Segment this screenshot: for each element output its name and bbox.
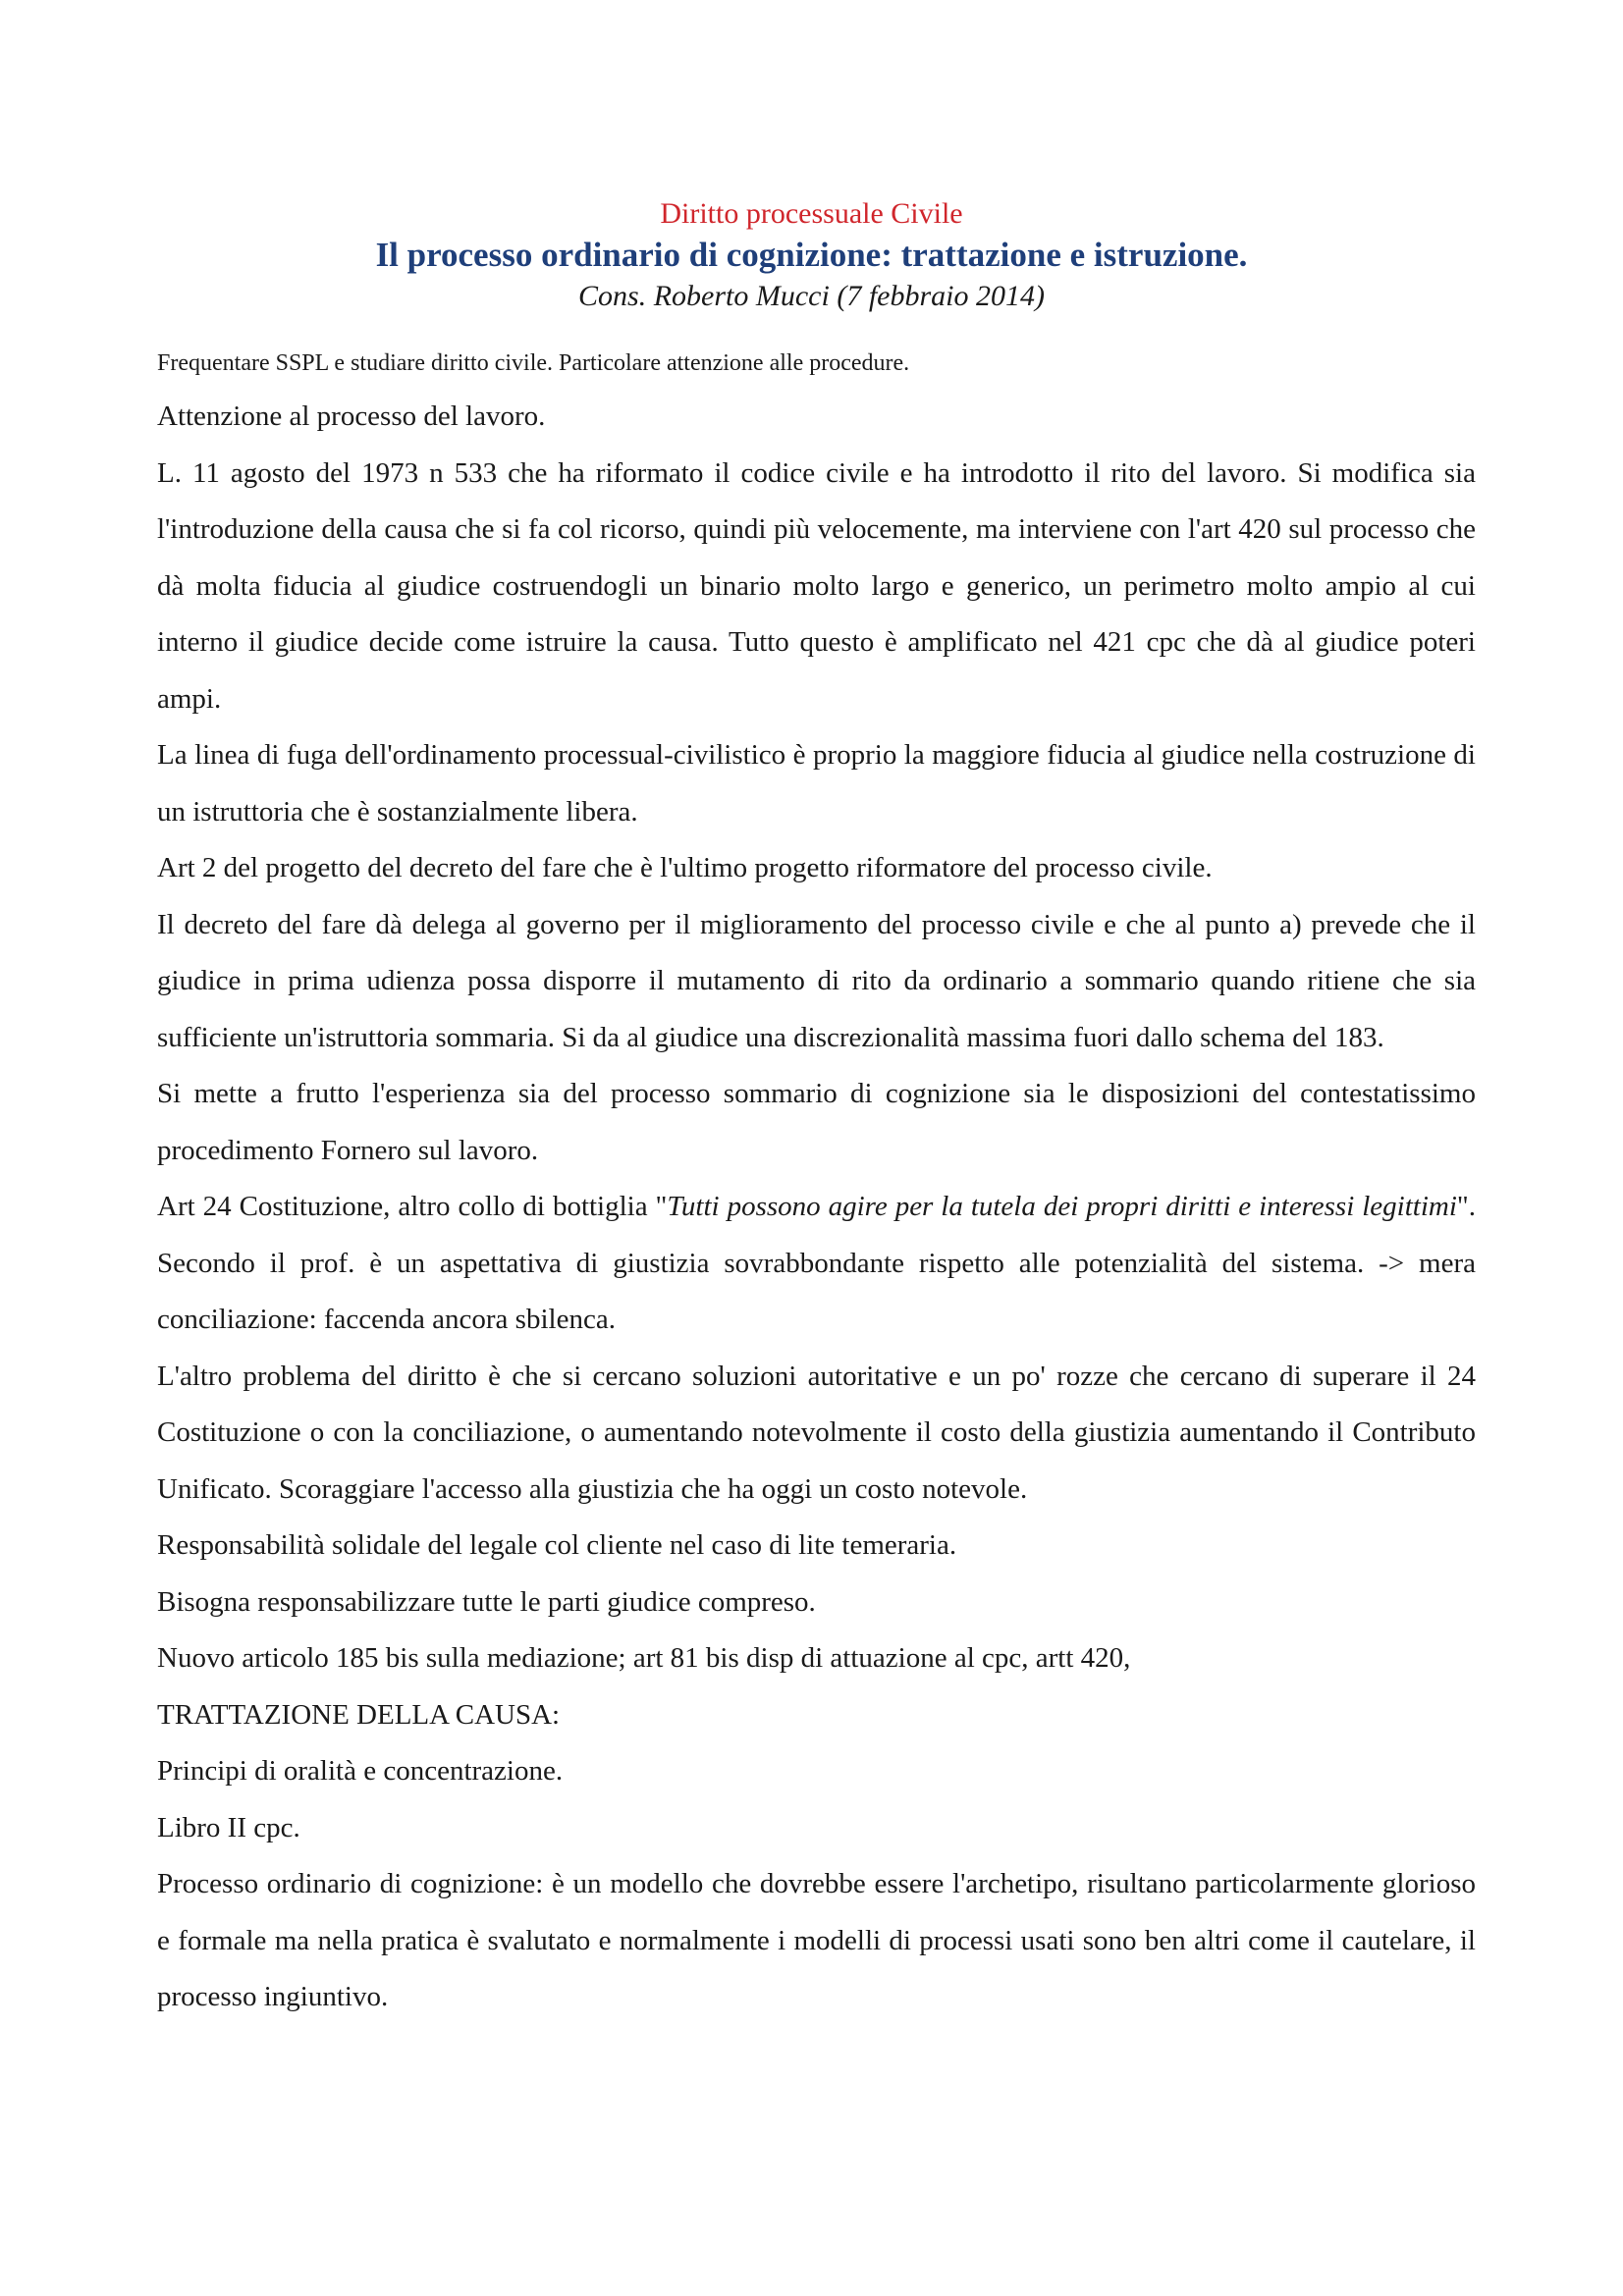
paragraph: Si mette a frutto l'esperienza sia del processo sommario di cognizione sia le disposizioni del contestatissimo procedimento Fornero sul lavoro. — [157, 1078, 1476, 1166]
lecturer-and-date: Cons. Roberto Mucci (7 febbraio 2014) — [578, 280, 1045, 312]
study-note: Frequentare SSPL e studiare diritto civile. Particolare attenzione alle procedure. — [157, 350, 910, 376]
paragraph: Il decreto del fare dà delega al governo per il miglioramento del processo civile e che al punto a) prevede che il giudice in prima udienza possa disporre il mutamento di rito da ordinario a sommario quando ritiene che sia sufficiente un'istruttoria sommaria. Si da al giudice una discrezionalità massima fuori dallo schema del 183. — [157, 908, 1476, 1053]
paragraph-constitution — [157, 1179, 1476, 1349]
constitution-quote: Tutti possono agire per la tutela dei propri diritti e interessi legittimi — [667, 1191, 1457, 1222]
document-body — [157, 346, 1476, 2026]
paragraph: Bisogna responsabilizzare tutte le parti giudice compreso. — [157, 1585, 816, 1618]
paragraph: Art 2 del progetto del decreto del fare che è l'ultimo progetto riformatore del processo civile. — [157, 852, 1213, 883]
paragraph: La linea di fuga dell'ordinamento processual-civilistico è proprio la maggiore fiducia al giudice nella costruzione di un istruttoria che è sostanzialmente libera. — [157, 739, 1476, 828]
paragraph: L. 11 agosto del 1973 n 533 che ha riformato il codice civile e ha introdotto il rito del lavoro. Si modifica sia l'introduzione della causa che si fa col ricorso, quindi più velocemente, ma interviene con l'art 420 sul processo che dà molta fiducia al giudice costruendogli un binario molto largo e generico, un perimetro molto ampio al cui interno il giudice decide come istruire la causa. Tutto questo è amplificato nel 421 cpc che dà al giudice poteri ampi. — [157, 456, 1476, 715]
paragraph-text: Art 24 Costituzione, altro collo di bottiglia " — [157, 1191, 668, 1222]
paragraph: Attenzione al processo del lavoro. — [157, 400, 546, 432]
paragraph-text: ". Secondo il prof. è un aspettativa di giustizia sovrabbondante rispetto alle potenzialità del sistema. -> mera conciliazione: faccenda ancora sbilenca. — [157, 1191, 1476, 1335]
document-header — [0, 194, 1623, 316]
lecture-title: Il processo ordinario di cognizione: trattazione e istruzione. — [375, 236, 1248, 274]
section-heading: TRATTAZIONE DELLA CAUSA: — [157, 1698, 561, 1731]
course-subject: Diritto processuale Civile — [660, 197, 963, 230]
paragraph: L'altro problema del diritto è che si cercano soluzioni autoritative e un po' rozze che cercano di superare il 24 Costituzione o con la conciliazione, o aumentando notevolmente il costo della giustizia aumentando il Contributo Unificato. Scoraggiare l'accesso alla giustizia che ha oggi un costo notevole. — [157, 1360, 1476, 1505]
paragraph: Libro II cpc. — [157, 1811, 300, 1843]
paragraph: Processo ordinario di cognizione: è un modello che dovrebbe essere l'archetipo, risultano particolarmente glorioso e formale ma nella pratica è svalutato e normalmente i modelli di processi usati sono ben altri come il cautelare, il processo ingiuntivo. — [157, 1868, 1476, 2012]
paragraph: Responsabilità solidale del legale col cliente nel caso di lite temeraria. — [157, 1529, 957, 1561]
paragraph: Nuovo articolo 185 bis sulla mediazione; art 81 bis disp di attuazione al cpc, artt 420, — [157, 1642, 1131, 1674]
paragraph: Principi di oralità e concentrazione. — [157, 1755, 564, 1787]
